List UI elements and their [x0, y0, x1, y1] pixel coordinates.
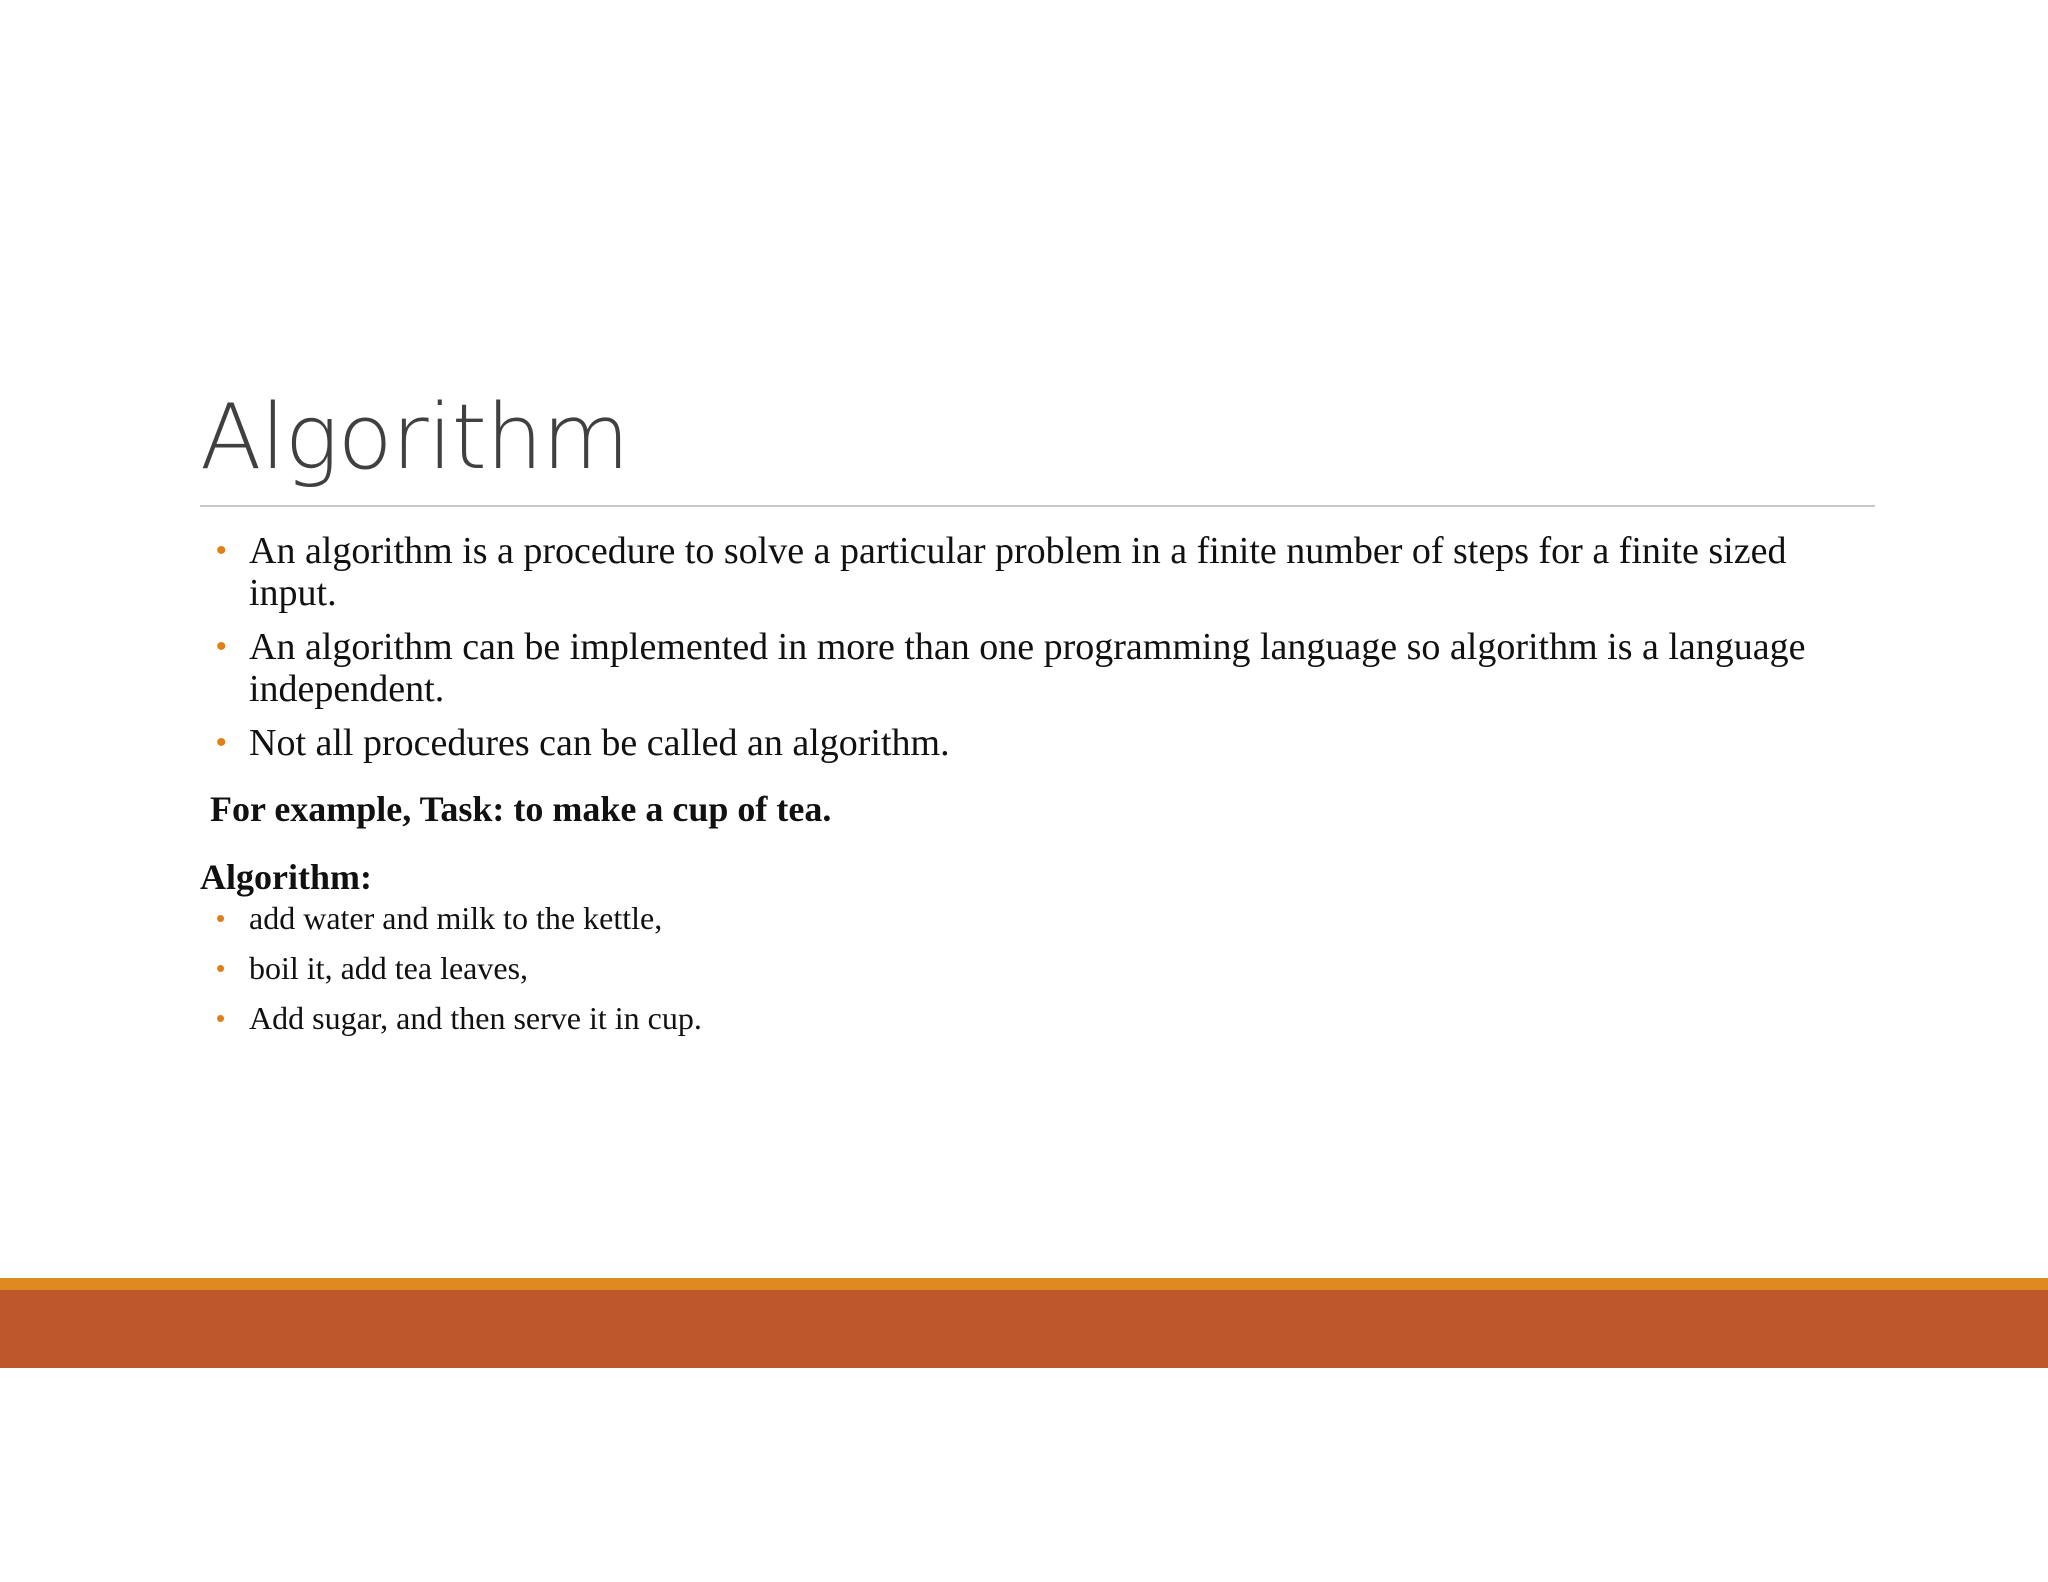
step-item [200, 998, 1840, 1038]
footer-accent-stripe [0, 1278, 2048, 1290]
bullet-dot-icon: • [216, 726, 227, 759]
slide-content [200, 530, 1840, 1048]
bullet-dot-icon: • [216, 903, 226, 933]
bullet-item [200, 626, 1840, 710]
example-task: For example, Task: to make a cup of tea. [210, 789, 832, 829]
bullet-text: An algorithm can be implemented in more than one programming language so algorithm is a language independent. [249, 626, 1806, 710]
step-item [200, 948, 1840, 988]
algorithm-steps-list [200, 898, 1840, 1038]
step-item [200, 898, 1840, 938]
definition-bullet-list [200, 530, 1840, 764]
bullet-dot-icon: • [216, 953, 226, 983]
slide-title: Algorithm [200, 385, 629, 490]
bullet-text: Not all procedures can be called an algorithm. [249, 722, 950, 764]
step-text: Add sugar, and then serve it in cup. [249, 1000, 702, 1036]
bullet-dot-icon: • [216, 534, 227, 567]
bullet-item [200, 722, 1840, 764]
algorithm-heading: Algorithm: [200, 857, 372, 897]
title-divider [200, 505, 1875, 507]
step-text: add water and milk to the kettle, [249, 900, 663, 936]
bullet-dot-icon: • [216, 630, 227, 663]
footer-band [0, 1290, 2048, 1368]
step-text: boil it, add tea leaves, [249, 950, 529, 986]
bullet-item [200, 530, 1840, 614]
bullet-text: An algorithm is a procedure to solve a particular problem in a finite number of steps for a finite sized input. [249, 530, 1787, 614]
bullet-dot-icon: • [216, 1003, 226, 1033]
